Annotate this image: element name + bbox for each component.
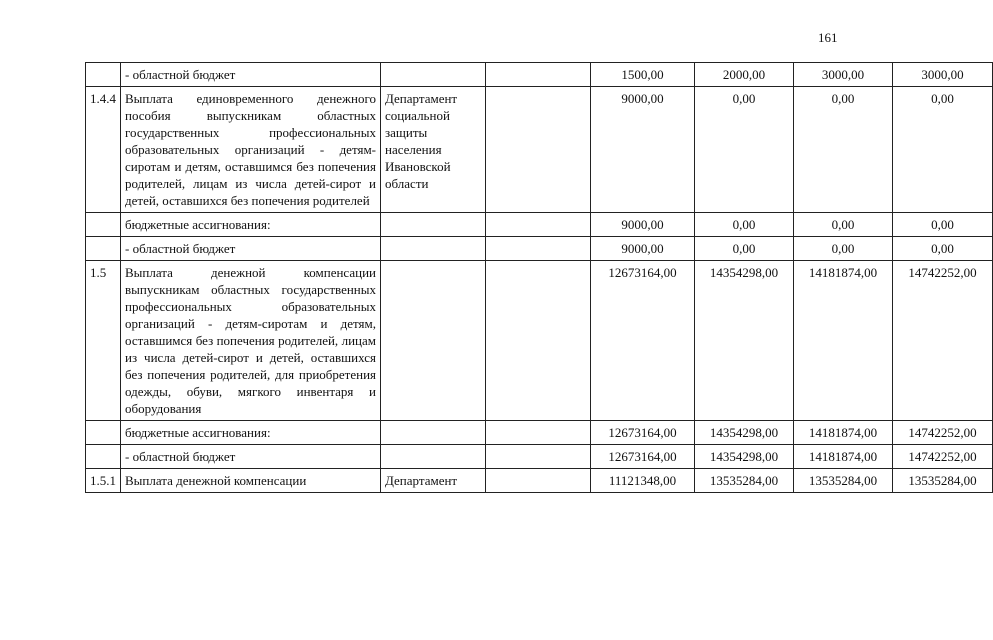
row-blank-column xyxy=(486,421,591,445)
row-value-4: 0,00 xyxy=(893,237,993,261)
row-value-2: 14354298,00 xyxy=(695,261,794,421)
row-value-3: 0,00 xyxy=(794,237,893,261)
row-code xyxy=(86,63,121,87)
row-value-4: 13535284,00 xyxy=(893,469,993,493)
row-name: - областной бюджет xyxy=(121,445,381,469)
row-value-2: 0,00 xyxy=(695,87,794,213)
row-value-2: 14354298,00 xyxy=(695,421,794,445)
table-row xyxy=(86,261,993,421)
row-value-3: 13535284,00 xyxy=(794,469,893,493)
row-code: 1.5.1 xyxy=(86,469,121,493)
row-value-1: 11121348,00 xyxy=(591,469,695,493)
row-value-2: 0,00 xyxy=(695,237,794,261)
row-value-3: 14181874,00 xyxy=(794,421,893,445)
row-name: - областной бюджет xyxy=(121,237,381,261)
table-row xyxy=(86,421,993,445)
row-blank-column xyxy=(486,469,591,493)
row-value-1: 1500,00 xyxy=(591,63,695,87)
row-code xyxy=(86,421,121,445)
row-value-3: 3000,00 xyxy=(794,63,893,87)
table-row xyxy=(86,63,993,87)
table-row xyxy=(86,469,993,493)
row-department xyxy=(381,445,486,469)
row-value-4: 0,00 xyxy=(893,213,993,237)
row-blank-column xyxy=(486,445,591,469)
row-value-1: 12673164,00 xyxy=(591,445,695,469)
row-value-3: 0,00 xyxy=(794,213,893,237)
row-value-3: 14181874,00 xyxy=(794,445,893,469)
row-code: 1.5 xyxy=(86,261,121,421)
row-department: Департамент социальной защиты населения Ивановской области xyxy=(381,87,486,213)
row-value-2: 13535284,00 xyxy=(695,469,794,493)
row-value-3: 0,00 xyxy=(794,87,893,213)
row-name: Выплата денежной компенсации выпускникам областных государственных профессиональных образовательных организаций - детям-сиротам и детям, оставшимся без попечения родителей, лицам из числа детей-сирот и детей, оставшихся без попечения родителей, для приобретения одежды, обуви, мягкого инвентаря и оборудования xyxy=(121,261,381,421)
row-value-4: 3000,00 xyxy=(893,63,993,87)
row-department: Департамент xyxy=(381,469,486,493)
table-row xyxy=(86,87,993,213)
row-department xyxy=(381,213,486,237)
row-department xyxy=(381,421,486,445)
row-blank-column xyxy=(486,213,591,237)
row-value-1: 9000,00 xyxy=(591,87,695,213)
page-number: 161 xyxy=(818,30,838,45)
row-blank-column xyxy=(486,237,591,261)
row-name: Выплата денежной компенсации xyxy=(121,469,381,493)
row-value-1: 9000,00 xyxy=(591,213,695,237)
row-value-3: 14181874,00 xyxy=(794,261,893,421)
row-blank-column xyxy=(486,261,591,421)
budget-table xyxy=(85,62,993,493)
row-code xyxy=(86,213,121,237)
table-row xyxy=(86,213,993,237)
row-value-4: 14742252,00 xyxy=(893,421,993,445)
row-department xyxy=(381,63,486,87)
row-code xyxy=(86,445,121,469)
row-code: 1.4.4 xyxy=(86,87,121,213)
row-value-1: 9000,00 xyxy=(591,237,695,261)
row-name: бюджетные ассигнования: xyxy=(121,213,381,237)
table-row xyxy=(86,445,993,469)
row-blank-column xyxy=(486,63,591,87)
row-department xyxy=(381,261,486,421)
row-code xyxy=(86,237,121,261)
table-row xyxy=(86,237,993,261)
row-name: - областной бюджет xyxy=(121,63,381,87)
row-value-2: 0,00 xyxy=(695,213,794,237)
row-value-2: 14354298,00 xyxy=(695,445,794,469)
row-value-4: 14742252,00 xyxy=(893,445,993,469)
row-department xyxy=(381,237,486,261)
row-blank-column xyxy=(486,87,591,213)
row-value-4: 14742252,00 xyxy=(893,261,993,421)
row-name: бюджетные ассигнования: xyxy=(121,421,381,445)
row-value-1: 12673164,00 xyxy=(591,421,695,445)
row-name: Выплата единовременного денежного пособия выпускникам областных государственных профессиональных образовательных организаций - детям-сиротам и детям, оставшимся без попечения родителей, лицам из числа детей-сирот и детей, оставшихся без попечения родителей xyxy=(121,87,381,213)
row-value-1: 12673164,00 xyxy=(591,261,695,421)
row-value-2: 2000,00 xyxy=(695,63,794,87)
row-value-4: 0,00 xyxy=(893,87,993,213)
